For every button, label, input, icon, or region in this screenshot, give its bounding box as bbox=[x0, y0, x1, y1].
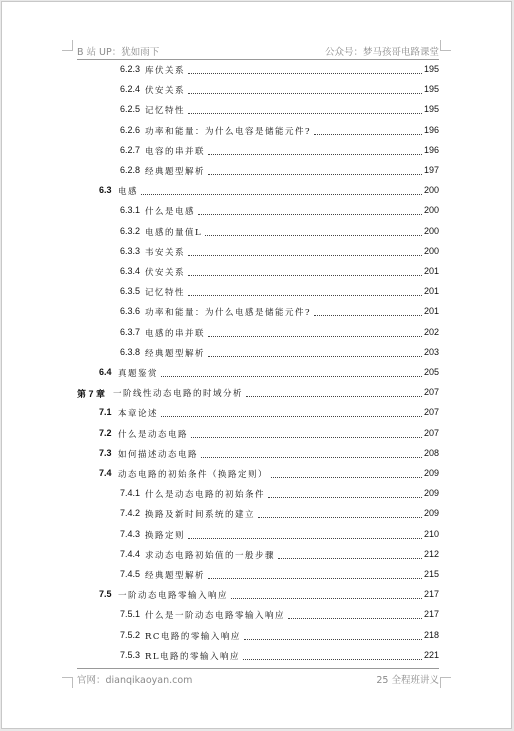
toc-entry-title: RC电路的零输入响应 bbox=[145, 631, 241, 642]
page-footer bbox=[77, 668, 439, 685]
toc-entry-title: 换路及新时间系统的建立 bbox=[145, 510, 256, 521]
toc-entry[interactable] bbox=[0, 545, 514, 565]
toc-entry-leader bbox=[188, 113, 422, 114]
toc-entry[interactable] bbox=[0, 343, 514, 363]
toc-entry-page: 208 bbox=[423, 447, 439, 458]
toc-entry-title: 功率和能量：为什么电感是储能元件? bbox=[145, 308, 312, 319]
toc-entry-leader bbox=[231, 598, 422, 599]
toc-entry-title: 伏安关系 bbox=[145, 268, 186, 278]
toc-entry-number: 6.3 bbox=[99, 185, 112, 196]
toc-entry[interactable] bbox=[0, 262, 514, 282]
toc-entry-title: 库伏关系 bbox=[145, 66, 186, 76]
toc-entry-title: 一阶线性动态电路的时域分析 bbox=[113, 389, 244, 400]
toc-entry-leader bbox=[188, 255, 422, 256]
toc-entry-leader bbox=[141, 194, 422, 195]
toc-entry-number: 7.3 bbox=[99, 447, 112, 458]
toc-entry-leader bbox=[188, 538, 422, 539]
toc-entry-leader bbox=[188, 275, 422, 276]
toc-entry-number: 7.5 bbox=[99, 589, 112, 600]
toc-entry[interactable] bbox=[0, 484, 514, 504]
toc-entry-page: 197 bbox=[423, 165, 439, 175]
toc-entry-number: 6.3.5 bbox=[120, 286, 141, 297]
toc-entry-number: 7.5.1 bbox=[120, 609, 141, 620]
toc-entry-title: 韦安关系 bbox=[145, 247, 186, 258]
toc-entry-leader bbox=[314, 134, 422, 135]
toc-entry-page: 200 bbox=[423, 225, 439, 236]
toc-entry-number: 6.3.3 bbox=[120, 245, 141, 256]
toc-entry-page: 195 bbox=[423, 84, 439, 95]
toc-entry-page: 217 bbox=[423, 589, 439, 600]
toc-entry-title: 什么是电感 bbox=[145, 207, 196, 218]
toc-entry[interactable] bbox=[0, 121, 514, 141]
toc-entry-leader bbox=[201, 457, 422, 458]
toc-entry-leader bbox=[208, 154, 422, 155]
toc-entry[interactable] bbox=[0, 605, 514, 625]
toc-entry[interactable] bbox=[0, 383, 514, 403]
toc-entry-number: 7.4 bbox=[99, 468, 112, 478]
toc-entry-number: 6.3.4 bbox=[120, 266, 141, 276]
toc-entry-leader bbox=[161, 376, 422, 377]
toc-entry-title: 功率和能量：为什么电容是储能元件? bbox=[145, 126, 312, 137]
toc-entry-page: 205 bbox=[423, 367, 439, 377]
toc-entry[interactable] bbox=[0, 565, 514, 585]
toc-entry-number: 7.4.4 bbox=[120, 548, 141, 559]
toc-entry[interactable] bbox=[0, 646, 514, 666]
toc-entry[interactable] bbox=[0, 626, 514, 646]
toc-entry-page: 207 bbox=[423, 427, 439, 438]
toc-entry-page: 203 bbox=[423, 346, 439, 357]
toc-entry-title: 动态电路的初始条件（换路定则） bbox=[118, 470, 269, 480]
toc-entry-page: 202 bbox=[423, 326, 439, 337]
toc-entry-number: 6.2.7 bbox=[120, 144, 141, 155]
toc-entry-leader bbox=[188, 73, 422, 74]
crop-mark-top-left bbox=[62, 40, 73, 51]
toc-entry-number: 7.5.3 bbox=[120, 649, 141, 660]
toc-entry-page: 210 bbox=[423, 528, 439, 539]
toc-entry-page: 207 bbox=[423, 407, 439, 418]
toc-entry-title: 记忆特性 bbox=[145, 288, 186, 299]
toc-entry-number: 6.3.7 bbox=[120, 326, 141, 337]
toc-entry-title: 经典题型解析 bbox=[145, 571, 206, 581]
header-right-text: 公众号：梦马孩哥电路课堂 bbox=[324, 47, 439, 58]
toc-entry[interactable] bbox=[0, 222, 514, 242]
toc-entry-leader bbox=[271, 477, 422, 478]
toc-entry-page: 218 bbox=[423, 629, 439, 640]
footer-left-text: 官网：dianqikaoyan.com bbox=[77, 675, 193, 686]
toc-entry[interactable] bbox=[0, 585, 514, 605]
toc-entry[interactable] bbox=[0, 363, 514, 383]
toc-entry-number: 6.3.6 bbox=[120, 306, 141, 317]
toc-entry[interactable] bbox=[0, 282, 514, 302]
toc-entry-leader bbox=[244, 639, 422, 640]
toc-entry-leader bbox=[278, 558, 422, 559]
toc-entry-page: 195 bbox=[423, 64, 439, 74]
toc-entry-leader bbox=[314, 315, 422, 316]
toc-entry-number: 第 7 章 bbox=[77, 389, 106, 400]
toc-entry-leader bbox=[188, 93, 422, 94]
toc-entry-title: 伏安关系 bbox=[145, 86, 186, 97]
toc-entry-number: 7.4.5 bbox=[120, 569, 141, 579]
toc-entry-page: 212 bbox=[423, 548, 439, 559]
toc-entry-leader bbox=[258, 517, 422, 518]
toc-entry-leader bbox=[191, 437, 422, 438]
toc-entry-page: 215 bbox=[423, 569, 439, 579]
toc-entry[interactable] bbox=[0, 161, 514, 181]
toc-entry-title: 什么是动态电路 bbox=[118, 429, 189, 440]
toc-entry[interactable] bbox=[0, 242, 514, 262]
toc-entry[interactable] bbox=[0, 323, 514, 343]
toc-entry-number: 6.3.1 bbox=[120, 205, 141, 216]
toc-entry-number: 6.4 bbox=[99, 367, 112, 377]
toc-entry[interactable] bbox=[0, 80, 514, 100]
toc-entry[interactable] bbox=[0, 424, 514, 444]
toc-entry-page: 196 bbox=[423, 144, 439, 155]
toc-entry-page: 196 bbox=[423, 124, 439, 135]
footer-right-text: 25 全程班讲义 bbox=[376, 675, 439, 686]
toc-entry[interactable] bbox=[0, 181, 514, 201]
crop-mark-bottom-left bbox=[62, 677, 73, 688]
toc-entry-number: 6.2.4 bbox=[120, 84, 141, 95]
toc-entry[interactable] bbox=[0, 100, 514, 120]
toc-entry-page: 201 bbox=[423, 306, 439, 317]
toc-entry-leader bbox=[208, 356, 422, 357]
toc-entry-number: 6.3.8 bbox=[120, 346, 141, 357]
toc-entry-leader bbox=[208, 336, 422, 337]
toc-entry[interactable] bbox=[0, 504, 514, 524]
toc-entry[interactable] bbox=[0, 141, 514, 161]
toc-entry-leader bbox=[288, 618, 422, 619]
toc-entry-page: 209 bbox=[423, 508, 439, 519]
toc-entry-title: 经典题型解析 bbox=[145, 348, 206, 359]
toc-entry-title: 什么是动态电路的初始条件 bbox=[145, 490, 266, 501]
toc-entry[interactable] bbox=[0, 302, 514, 322]
toc-entry-title: 电容的串并联 bbox=[145, 146, 206, 157]
toc-entry[interactable] bbox=[0, 464, 514, 484]
toc-entry-leader bbox=[198, 214, 422, 215]
toc-entry-title: 真题鉴赏 bbox=[118, 369, 159, 379]
toc-entry-title: 求动态电路初始值的一般步骤 bbox=[145, 550, 276, 561]
toc-entry[interactable] bbox=[0, 444, 514, 464]
toc-entry-page: 217 bbox=[423, 609, 439, 620]
toc-entry-title: 电感的串并联 bbox=[145, 328, 206, 339]
page-header bbox=[77, 43, 439, 60]
header-left-text: B 站 UP：犹如雨下 bbox=[77, 47, 160, 58]
toc-entry-title: 经典题型解析 bbox=[145, 167, 206, 177]
toc-entry-number: 7.2 bbox=[99, 427, 112, 438]
toc-entry-page: 195 bbox=[423, 104, 439, 115]
toc-entry-page: 209 bbox=[423, 468, 439, 478]
toc-entry-title: 记忆特性 bbox=[145, 106, 186, 117]
toc-entry-page: 207 bbox=[423, 387, 439, 398]
toc-entry-page: 200 bbox=[423, 245, 439, 256]
toc-entry-number: 6.3.2 bbox=[120, 225, 141, 236]
toc-entry-page: 200 bbox=[423, 205, 439, 216]
toc-entry[interactable] bbox=[0, 525, 514, 545]
toc-entry-number: 7.1 bbox=[99, 407, 112, 418]
toc-entry-title: 换路定则 bbox=[145, 530, 186, 541]
toc-entry[interactable] bbox=[0, 60, 514, 80]
toc-entry-page: 200 bbox=[423, 185, 439, 196]
toc-entry-title: 什么是一阶动态电路零输入响应 bbox=[145, 611, 286, 622]
toc-entry-page: 201 bbox=[423, 286, 439, 297]
toc-entry-number: 7.4.1 bbox=[120, 488, 141, 499]
toc-entry-page: 209 bbox=[423, 488, 439, 499]
toc-entry-leader bbox=[268, 497, 422, 498]
toc-entry-leader bbox=[205, 235, 422, 236]
toc-entry-leader bbox=[246, 396, 422, 397]
toc-entry-title: RL电路的零输入响应 bbox=[145, 651, 241, 662]
toc-entry-leader bbox=[188, 295, 422, 296]
toc-entry-title: 一阶动态电路零输入响应 bbox=[118, 591, 229, 602]
toc-entry-title: 本章论述 bbox=[118, 409, 159, 420]
toc-entry-leader bbox=[208, 174, 422, 175]
toc-entry[interactable] bbox=[0, 201, 514, 221]
toc-entry-leader bbox=[243, 659, 422, 660]
toc-entry-title: 如何描述动态电路 bbox=[118, 449, 199, 460]
toc-entry-number: 6.2.3 bbox=[120, 64, 141, 74]
toc-entry-leader bbox=[161, 416, 422, 417]
crop-mark-top-right bbox=[440, 40, 451, 51]
toc-entry-number: 6.2.5 bbox=[120, 104, 141, 115]
toc-entry-number: 6.2.8 bbox=[120, 165, 141, 175]
toc-entry-title: 电感 bbox=[118, 187, 139, 198]
toc-entry-title: 电感的量值L bbox=[145, 227, 203, 238]
toc-entry-number: 7.4.3 bbox=[120, 528, 141, 539]
toc-entry[interactable] bbox=[0, 403, 514, 423]
toc-entry-number: 7.4.2 bbox=[120, 508, 141, 519]
crop-mark-bottom-right bbox=[440, 677, 451, 688]
toc-entry-page: 221 bbox=[423, 649, 439, 660]
toc-entry-page: 201 bbox=[423, 266, 439, 276]
toc-entry-leader bbox=[208, 578, 422, 579]
toc-entry-number: 6.2.6 bbox=[120, 124, 141, 135]
toc-entry-number: 7.5.2 bbox=[120, 629, 141, 640]
